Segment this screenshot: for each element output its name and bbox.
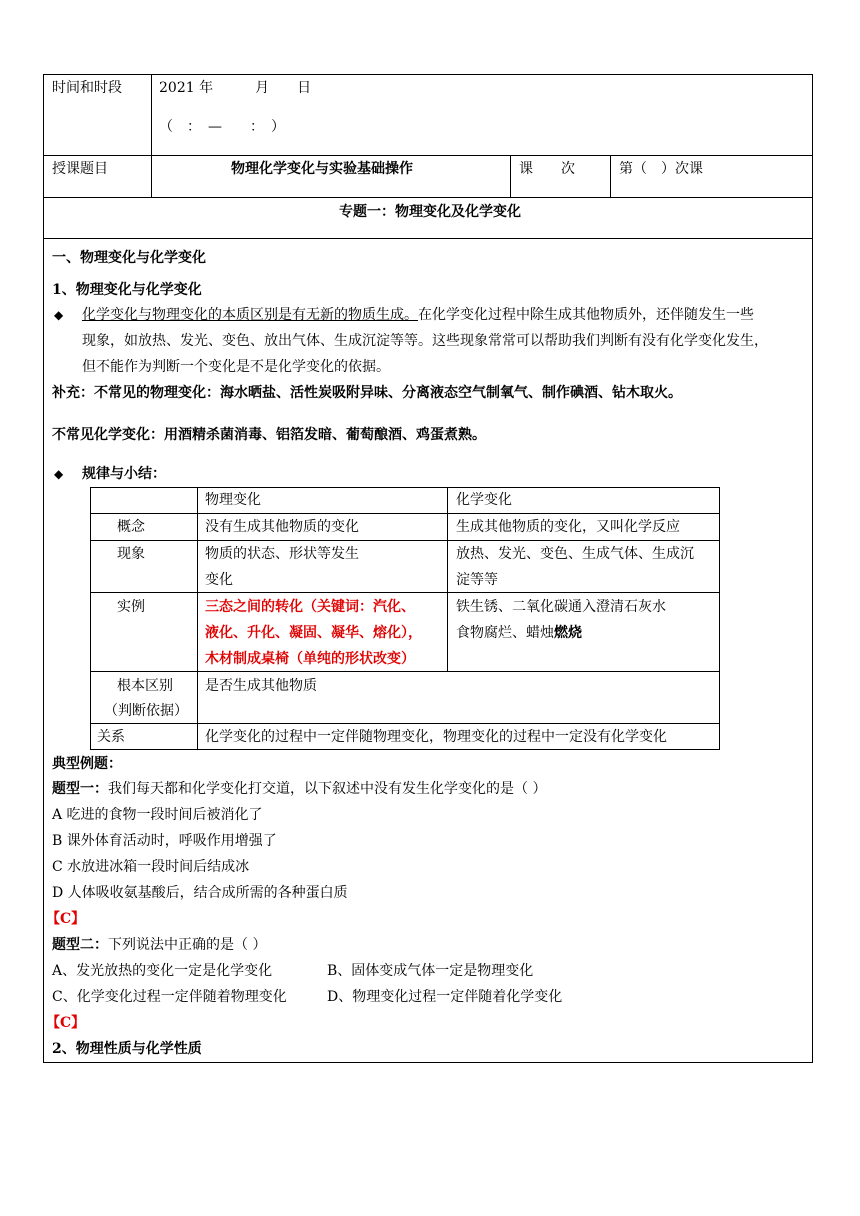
q1-option-b: B 课外体育活动时，呼吸作用增强了 — [52, 833, 277, 849]
example-physical-3: 木材制成桌椅（单纯的形状改变） — [205, 651, 415, 667]
bullet1-line2: 现象，如放热、发光、变色、放出气体、生成沉淀等等。这些现象常常可以帮助我们判断有没有化学变化发生， — [82, 333, 768, 349]
difference-label-2: （判断依据） — [104, 703, 188, 719]
outer-right-border — [812, 74, 813, 1063]
q2-answer: 【C】 — [46, 1015, 86, 1031]
outer-top-border — [43, 74, 813, 75]
q1-option-a: A 吃进的食物一段时间后被消化了 — [52, 807, 263, 823]
summary-row3-bottom — [90, 592, 720, 593]
phenomenon-physical-2: 变化 — [205, 572, 233, 588]
time-range-field: （ ： — ： ） — [159, 119, 285, 135]
title-row-bottom-border — [43, 238, 813, 239]
summary-table-bottom — [90, 749, 720, 750]
example-physical-2: 液化、升化、凝固、凝华、熔化）， — [205, 625, 422, 641]
example-label: 实例 — [117, 599, 145, 615]
rules-heading: 规律与小结： — [82, 466, 166, 482]
summary-left-border — [90, 487, 91, 750]
session-value: 第（ ）次课 — [619, 161, 703, 177]
sub2-heading: 2、物理性质与化学性质 — [52, 1041, 202, 1057]
outer-left-border — [43, 74, 44, 1063]
topic-value: 物理化学变化与实验基础操作 — [231, 161, 413, 177]
example-chemical-1: 铁生锈、二氧化碳通入澄清石灰水 — [456, 599, 666, 615]
example-physical-1: 三态之间的转化（关键词：汽化、 — [205, 599, 415, 615]
example-chemical-2-bold: 燃烧 — [554, 625, 582, 641]
bullet1-underlined: 化学变化与物理变化的本质区别是有无新的物质生成。 — [82, 307, 418, 323]
q1-option-c: C 水放进冰箱一段时间后结成冰 — [52, 859, 250, 875]
row2-bottom-border — [43, 197, 813, 198]
q2-option-c: C、化学变化过程一定伴随着物理变化 — [52, 989, 287, 1005]
q2-option-b: B、固体变成气体一定是物理变化 — [327, 963, 534, 979]
summary-right-border — [719, 487, 720, 750]
phenomenon-label: 现象 — [117, 546, 145, 562]
row2-divider-1 — [510, 155, 511, 197]
header-col-divider — [151, 74, 152, 197]
col-chemical-header: 化学变化 — [456, 492, 512, 508]
outer-bottom-border — [43, 1062, 813, 1063]
rules-diamond-icon: ◆ — [54, 467, 64, 481]
phenomenon-chemical-2: 淀等等 — [456, 572, 498, 588]
supplement-chemical: 不常见化学变化：用酒精杀菌消毒、铝箔发暗、葡萄酿酒、鸡蛋煮熟。 — [52, 427, 486, 443]
q1-stem-line — [52, 779, 546, 799]
examples-heading: 典型例题： — [52, 756, 122, 772]
date-field: 2021 年 月 日 — [159, 80, 312, 96]
q1-option-d: D 人体吸收氨基酸后，结合成所需的各种蛋白质 — [52, 885, 348, 901]
q2-option-d: D、物理变化过程一定伴随着化学变化 — [327, 989, 563, 1005]
bullet-diamond-icon: ◆ — [54, 308, 64, 322]
relation-value: 化学变化的过程中一定伴随物理变化，物理变化的过程中一定没有化学变化 — [205, 729, 667, 745]
phenomenon-chemical-1: 放热、发光、变色、生成气体、生成沉 — [456, 546, 694, 562]
bullet1-rest: 在化学变化过程中除生成其他物质外，还伴随发生一些 — [418, 307, 754, 323]
supplement-physical: 补充：不常见的物理变化：海水晒盐、活性炭吸附异味、分离液态空气制氧气、制作碘酒、钻木取火。 — [52, 385, 682, 401]
concept-physical: 没有生成其他物质的变化 — [205, 519, 359, 535]
bullet1-line1 — [82, 305, 754, 325]
summary-row1-bottom — [90, 513, 720, 514]
example-chemical-2-text: 食物腐烂、蜡烛 — [456, 625, 554, 641]
q1-answer: 【C】 — [46, 911, 86, 927]
difference-label-1: 根本区别 — [117, 678, 173, 694]
relation-label: 关系 — [97, 729, 125, 745]
q2-stem: 下列说法中正确的是（ ） — [108, 937, 267, 953]
q1-stem: 我们每天都和化学变化打交道，以下叙述中没有发生化学变化的是（ ） — [108, 781, 547, 797]
q1-label: 题型一： — [52, 781, 108, 797]
row2-divider-2 — [610, 155, 611, 197]
summary-row4-bottom — [90, 671, 720, 672]
example-chemical-2 — [456, 623, 582, 643]
row1-bottom-border — [43, 155, 813, 156]
difference-value: 是否生成其他物质 — [205, 678, 317, 694]
summary-row2-bottom — [90, 540, 720, 541]
q2-label: 题型二： — [52, 937, 108, 953]
summary-col1-divider — [197, 487, 198, 750]
phenomenon-physical-1: 物质的状态、形状等发生 — [205, 546, 359, 562]
session-label: 课 次 — [519, 161, 575, 177]
summary-row5-bottom — [90, 723, 720, 724]
col-physical-header: 物理变化 — [205, 492, 261, 508]
q2-stem-line — [52, 935, 266, 955]
time-label: 时间和时段 — [52, 80, 122, 96]
summary-table-top — [90, 487, 720, 488]
q2-option-a: A、发光放热的变化一定是化学变化 — [52, 963, 273, 979]
concept-chemical: 生成其他物质的变化，又叫化学反应 — [456, 519, 680, 535]
bullet1-line3: 但不能作为判断一个变化是不是化学变化的依据。 — [82, 359, 390, 375]
concept-label: 概念 — [117, 519, 145, 535]
sub1-heading: 1、物理变化与化学变化 — [52, 282, 202, 298]
part1-heading: 一、物理变化与化学变化 — [52, 250, 206, 266]
section-title: 专题一：物理变化及化学变化 — [339, 204, 521, 220]
topic-label: 授课题目 — [52, 161, 108, 177]
summary-col2-divider — [447, 487, 448, 672]
